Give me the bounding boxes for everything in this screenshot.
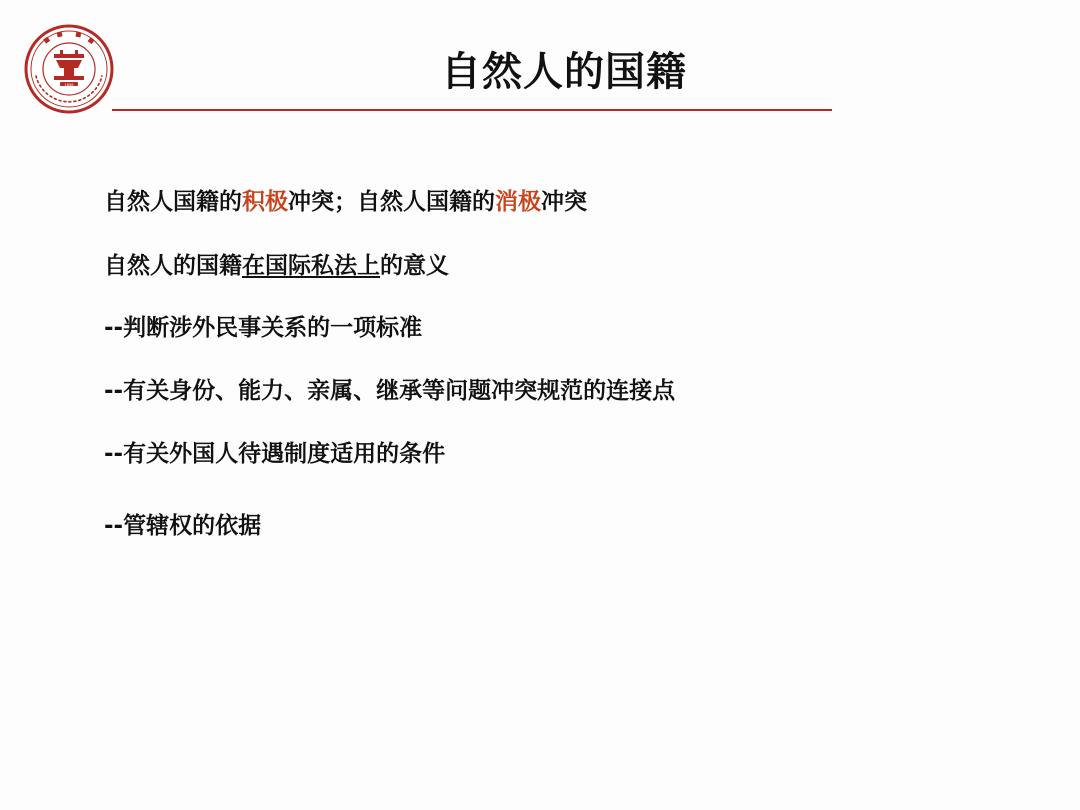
underlined-phrase: 在国际私法上 <box>242 253 380 279</box>
significance-line <box>104 250 449 282</box>
text-segment: 冲突；自然人国籍的 <box>288 189 495 215</box>
svg-text:1896: 1896 <box>64 82 74 87</box>
point-item: --有关外国人待遇制度适用的条件 <box>104 441 446 467</box>
text-segment: 自然人国籍的 <box>104 189 242 215</box>
title-divider <box>112 109 832 111</box>
text-segment: 的意义 <box>380 253 449 279</box>
point-item: --管辖权的依据 <box>104 513 262 539</box>
text-segment: 冲突 <box>541 189 587 215</box>
positive-keyword: 积极 <box>242 189 288 215</box>
point-item: --有关身份、能力、亲属、继承等问题冲突规范的连接点 <box>104 378 676 404</box>
page-title: 自然人的国籍 <box>441 49 687 95</box>
conflict-line <box>104 186 587 218</box>
text-segment: 自然人的国籍 <box>104 253 242 279</box>
negative-keyword: 消极 <box>495 189 541 215</box>
point-item: --判断涉外民事关系的一项标准 <box>104 315 423 341</box>
